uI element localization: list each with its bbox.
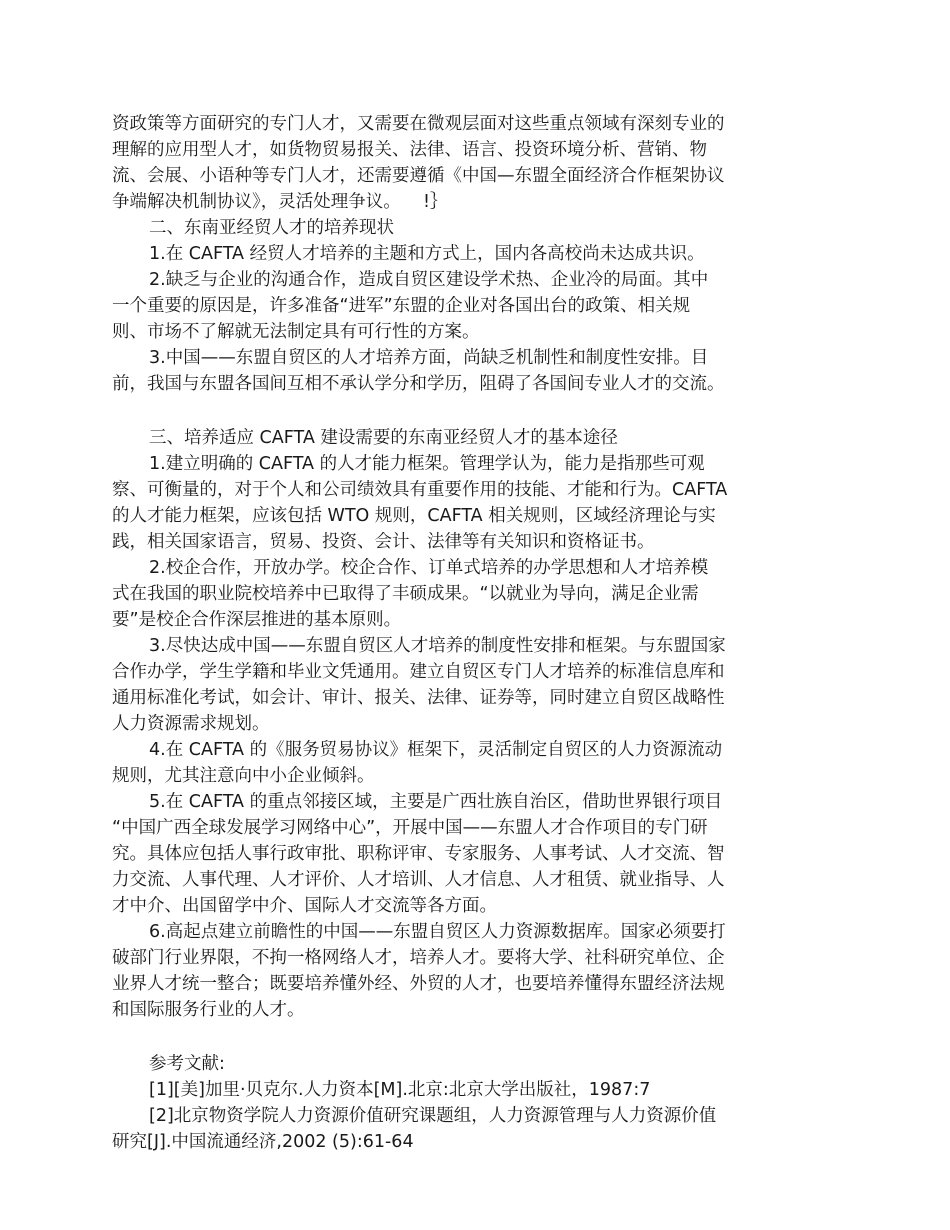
section-heading-2: 二、东南亚经贸人才的培养现状 <box>149 218 394 238</box>
paragraph-line: 4.在 CAFTA 的《服务贸易协议》框架下，灵活制定自贸区的人力资源流动 <box>149 740 723 760</box>
references-heading: 参考文献: <box>149 1054 225 1074</box>
paragraph-line: 2.校企合作，开放办学。校企合作、订单式培养的办学思想和人才培养模 <box>149 558 709 578</box>
document-body <box>112 111 772 1155</box>
paragraph-line: 1.在 CAFTA 经贸人才培养的主题和方式上，国内各高校尚未达成共识。 <box>149 244 705 264</box>
paragraph-line: 察、可衡量的，对于个人和公司绩效具有重要作用的技能、才能和行为。CAFTA <box>112 480 728 500</box>
reference-item: [2]北京物资学院人力资源价值研究课题组，人力资源管理与人力资源价值 <box>149 1106 717 1126</box>
paragraph-line: 则、市场不了解就无法制定具有可行性的方案。 <box>112 322 480 342</box>
paragraph-line: 资政策等方面研究的专门人才，又需要在微观层面对这些重点领域有深刻专业的 <box>112 114 725 134</box>
paragraph-line: 争端解决机制协议》，灵活处理争议。 !｝ <box>112 192 448 212</box>
paragraph-line: 究。具体应包括人事行政审批、职称评审、专家服务、人事考试、人才交流、智 <box>112 844 725 864</box>
paragraph-line: 要”是校企合作深层推进的基本原则。 <box>112 610 402 630</box>
paragraph-line: 才中介、出国留学中介、国际人才交流等各方面。 <box>112 896 497 916</box>
paragraph-line: 人力资源需求规划。 <box>112 714 270 734</box>
paragraph-line: 破部门行业界限，不拘一格网络人才，培养人才。要将大学、社科研究单位、企 <box>112 948 725 968</box>
paragraph-line: 式在我国的职业院校培养中已取得了丰硕成果。“以就业为导向，满足企业需 <box>112 584 699 604</box>
paragraph-line: 2.缺乏与企业的沟通合作，造成自贸区建设学术热、企业冷的局面。其中 <box>149 270 709 290</box>
paragraph-line: 通用标准化考试，如会计、审计、报关、法律、证券等，同时建立自贸区战略性 <box>112 688 725 708</box>
section-heading-3: 三、培养适应 CAFTA 建设需要的东南亚经贸人才的基本途径 <box>149 428 618 448</box>
paragraph-line: 一个重要的原因是，许多准备“进军”东盟的企业对各国出台的政策、相关规 <box>112 296 691 316</box>
paragraph-line: “中国广西全球发展学习网络中心”，开展中国——东盟人才合作项目的专门研 <box>112 818 708 838</box>
paragraph-line: 5.在 CAFTA 的重点邻接区域，主要是广西壮族自治区，借助世界银行项目 <box>149 792 723 812</box>
reference-item: [1][美]加里·贝克尔.人力资本[M].北京:北京大学出版社，1987:7 <box>149 1080 651 1100</box>
paragraph-line: 业界人才统一整合；既要培养懂外经、外贸的人才，也要培养懂得东盟经济法规 <box>112 974 725 994</box>
paragraph-line: 3.尽快达成中国——东盟自贸区人才培养的制度性安排和框架。与东盟国家 <box>149 636 726 656</box>
paragraph-line: 3.中国——东盟自贸区的人才培养方面，尚缺乏机制性和制度性安排。目 <box>149 348 709 368</box>
paragraph-line: 1.建立明确的 CAFTA 的人才能力框架。管理学认为，能力是指那些可观 <box>149 454 705 474</box>
paragraph-line: 的人才能力框架，应该包括 WTO 规则，CAFTA 相关规则，区域经济理论与实 <box>112 506 716 526</box>
blank-line <box>112 397 772 425</box>
paragraph-line: 6.高起点建立前瞻性的中国——东盟自贸区人力资源数据库。国家必须要打 <box>149 922 726 942</box>
paragraph-line: 理解的应用型人才，如货物贸易报关、法律、语言、投资环境分析、营销、物 <box>112 140 707 160</box>
paragraph-line: 合作办学，学生学籍和毕业文凭通用。建立自贸区专门人才培养的标准信息库和 <box>112 662 725 682</box>
paragraph-line: 前，我国与东盟各国间互相不承认学分和学历，阻碍了各国间专业人才的交流。 <box>112 374 725 394</box>
paragraph-line: 践，相关国家语言，贸易、投资、会计、法律等有关知识和资格证书。 <box>112 532 655 552</box>
paragraph-line: 规则，尤其注意向中小企业倾斜。 <box>112 766 375 786</box>
paragraph-line: 流、会展、小语种等专门人才，还需要遵循《中国—东盟全面经济合作框架协议 <box>112 166 725 186</box>
blank-line <box>112 1023 772 1051</box>
reference-item: 研究[J].中国流通经济,2002 (5):61-64 <box>112 1132 414 1152</box>
paragraph-line: 和国际服务行业的人才。 <box>112 1000 305 1020</box>
paragraph-line: 力交流、人事代理、人才评价、人才培训、人才信息、人才租赁、就业指导、人 <box>112 870 725 890</box>
